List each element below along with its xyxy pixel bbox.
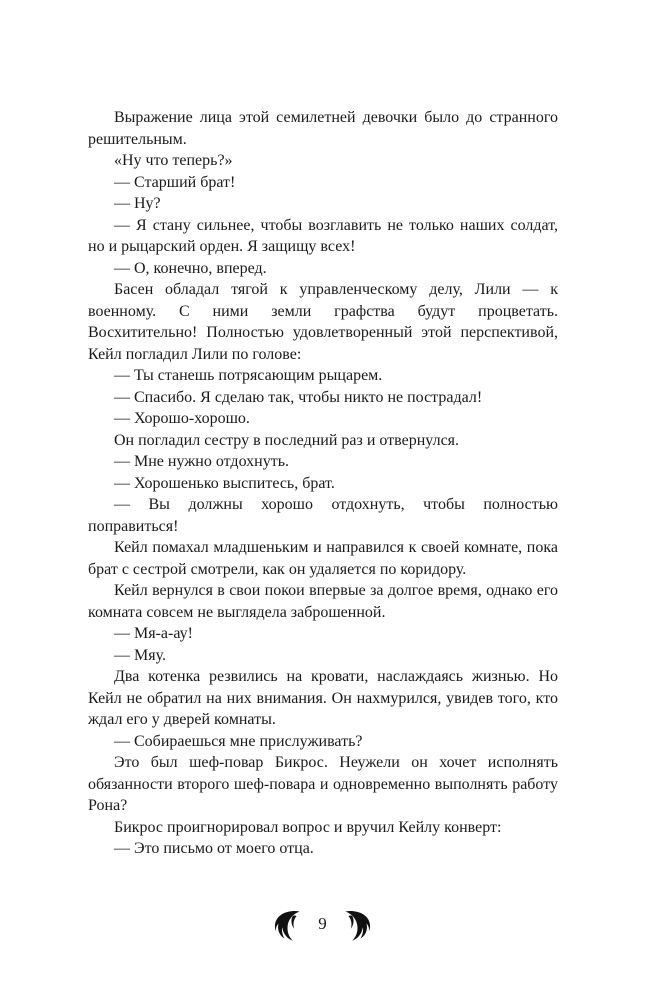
paragraph: Выражение лица этой семилетней девочки было до странного решительным. — [88, 109, 558, 148]
page-number: 9 — [318, 913, 327, 933]
paragraph: — Спасибо. Я сделаю так, чтобы никто не пострадал! — [114, 388, 483, 406]
paragraph: Басен обладал тягой к управленческому делу, Лили — к военному. С ними земли графства будут процветать. Восхитительно! Полностью удовлетворенный этой перспективой, Кейл погладил Лили по голове: — [88, 281, 558, 363]
paragraph: — Мяу. — [114, 646, 166, 664]
paragraph: — Собираешься мне прислуживать? — [114, 732, 363, 750]
paragraph: — Вы должны хорошо отдохнуть, чтобы полностью поправиться! — [88, 496, 558, 535]
paragraph: — Хорошо-хорошо. — [114, 410, 250, 427]
wing-ornament-icon — [274, 908, 304, 942]
paragraph: — Ты станешь потрясающим рыцарем. — [114, 367, 383, 384]
paragraph: Два котенка резвились на кровати, наслаждаясь жизнью. Но Кейл не обратил на них внимания. Он нахмурился, увидев того, кто ждал его у дверей комнаты. — [88, 668, 558, 728]
paragraph: Это был шеф-повар Бикрос. Неужели он хочет исполнять обязанности второго шеф-повара и одновременно выполнять работу Рона? — [88, 754, 558, 814]
paragraph: Он погладил сестру в последний раз и отвернулся. — [114, 431, 460, 449]
paragraph: — О, конечно, вперед. — [114, 259, 267, 277]
paragraph: — Это письмо от моего отца. — [114, 840, 314, 857]
paragraph: «Ну что теперь?» — [114, 152, 233, 169]
paragraph: Кейл вернулся в свои покои впервые за долгое время, однако его комната совсем не выглядела заброшенной. — [88, 582, 558, 621]
paragraph: — Мне нужно отдохнуть. — [114, 453, 290, 470]
wing-ornament-icon — [341, 908, 371, 942]
paragraph: — Хорошенько выспитесь, брат. — [114, 474, 335, 492]
paragraph: — Я стану сильнее, чтобы возглавить не только наших солдат, но и рыцарский орден. Я защищу всех! — [88, 216, 558, 255]
paragraph: — Мя-а-ау! — [114, 625, 193, 642]
paragraph: — Ну? — [114, 195, 161, 212]
paragraph: — Старший брат! — [114, 173, 236, 191]
text-block — [88, 107, 558, 860]
page-footer — [0, 908, 645, 942]
paragraph: Кейл помахал младшеньким и направился к своей комнате, пока брат с сестрой смотрели, как он удаляется по коридору. — [88, 539, 558, 578]
paragraph: Бикрос проигнорировал вопрос и вручил Кейлу конверт: — [114, 818, 502, 836]
